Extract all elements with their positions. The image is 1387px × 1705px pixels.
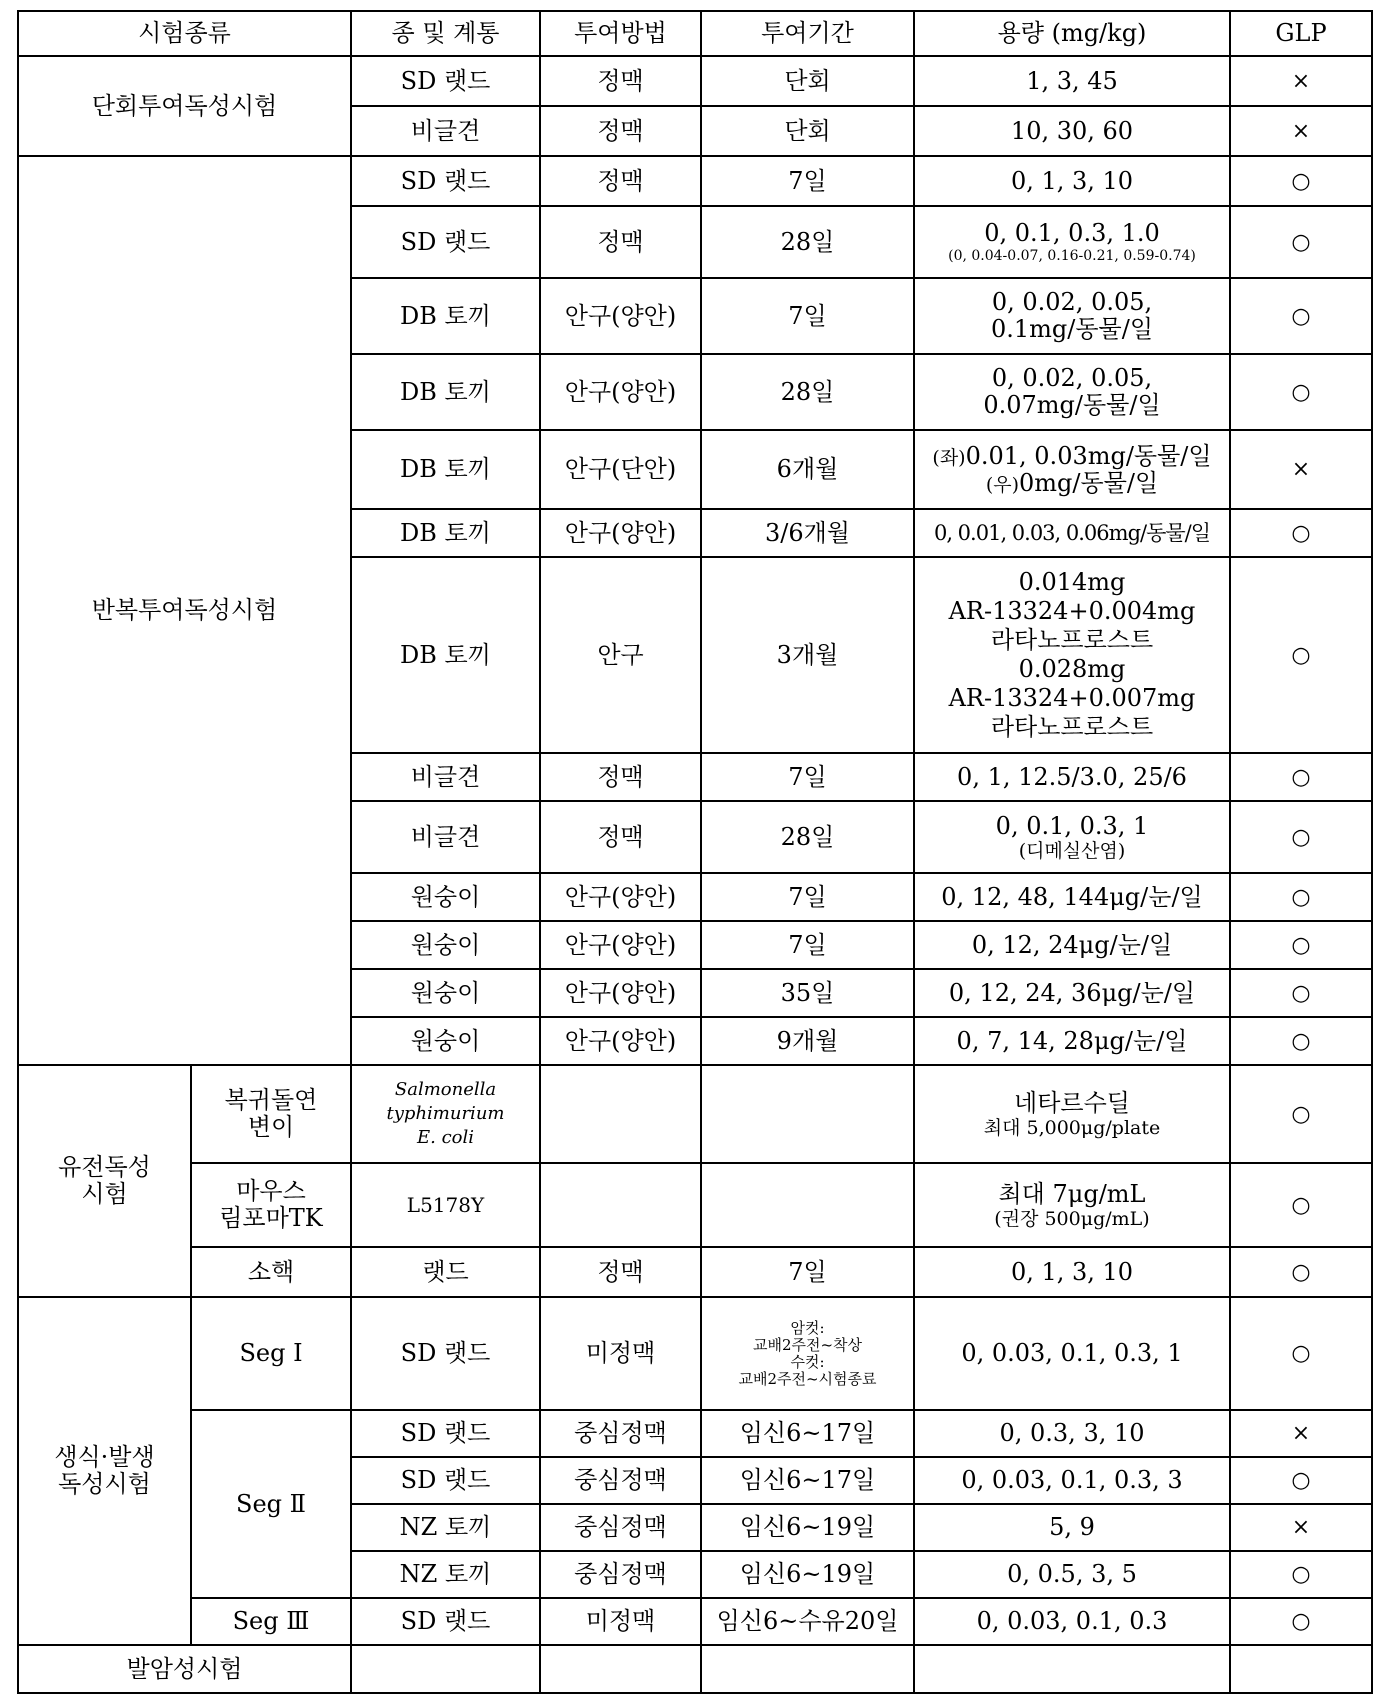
dose-note: (권장 500μg/mL) xyxy=(994,1207,1150,1230)
glp-mark: × xyxy=(1230,106,1372,156)
repro-tox-label: 생식·발생 독성시험 xyxy=(18,1297,191,1645)
dose-cell: 0, 0.3, 3, 10 xyxy=(914,1410,1230,1457)
period-cell: 3개월 xyxy=(701,557,914,753)
glp-mark: ○ xyxy=(1230,278,1372,354)
header-test-type: 시험종류 xyxy=(18,11,351,56)
period-cell: 35일 xyxy=(701,969,914,1017)
left-eye-tag: (좌) xyxy=(932,446,966,469)
dose-cell: 0, 0.03, 0.1, 0.3, 3 xyxy=(914,1457,1230,1504)
header-period: 투여기간 xyxy=(701,11,914,56)
species-cell: 랫드 xyxy=(351,1247,540,1297)
route-cell: 정맥 xyxy=(540,801,701,873)
route-cell xyxy=(540,1065,701,1163)
dose-note: 최대 5,000μg/plate xyxy=(983,1116,1161,1139)
route-cell: 안구(양안) xyxy=(540,278,701,354)
dose-note: (0, 0.04-0.07, 0.16-0.21, 0.59-0.74) xyxy=(948,247,1196,264)
table-row xyxy=(18,56,1372,106)
glp-mark: ○ xyxy=(1230,1551,1372,1598)
dose-cell: 0, 7, 14, 28μg/눈/일 xyxy=(914,1017,1230,1065)
period-cell: 9개월 xyxy=(701,1017,914,1065)
table-row xyxy=(18,1297,1372,1410)
period-cell: 7일 xyxy=(701,873,914,921)
right-eye-tag: (우) xyxy=(985,473,1020,496)
header-route: 투여방법 xyxy=(540,11,701,56)
glp-mark: × xyxy=(1230,1410,1372,1457)
dose-cell: 0, 1, 12.5/3.0, 25/6 xyxy=(914,753,1230,801)
dose-cell xyxy=(914,1645,1230,1693)
period-cell xyxy=(701,1163,914,1247)
dose-cell: 10, 30, 60 xyxy=(914,106,1230,156)
dose-value: 최대 7μg/mL xyxy=(998,1179,1146,1208)
dose-cell: 5, 9 xyxy=(914,1504,1230,1551)
single-dose-label: 단회투여독성시험 xyxy=(18,56,351,156)
sub-type-cell: 마우스 림포마TK xyxy=(191,1163,351,1247)
species-cell xyxy=(351,1645,540,1693)
dose-cell: 0, 12, 24, 36μg/눈/일 xyxy=(914,969,1230,1017)
dose-cell xyxy=(914,206,1230,278)
period-cell xyxy=(701,1065,914,1163)
glp-mark: × xyxy=(1230,430,1372,509)
glp-mark: ○ xyxy=(1230,753,1372,801)
toxicity-study-table xyxy=(17,10,1373,1694)
species-cell: L5178Y xyxy=(351,1163,540,1247)
glp-mark: ○ xyxy=(1230,921,1372,969)
dose-note: (디메실산염) xyxy=(1018,839,1126,862)
repeat-dose-label: 반복투여독성시험 xyxy=(18,156,351,1065)
period-cell: 6개월 xyxy=(701,430,914,509)
dose-cell: 0, 12, 24μg/눈/일 xyxy=(914,921,1230,969)
period-cell: 임신6~17일 xyxy=(701,1410,914,1457)
period-cell: 3/6개월 xyxy=(701,509,914,557)
route-cell: 중심정맥 xyxy=(540,1410,701,1457)
right-eye-dose: 0mg/동물/일 xyxy=(1019,468,1159,497)
dose-cell: 1, 3, 45 xyxy=(914,56,1230,106)
route-cell: 안구(양안) xyxy=(540,509,701,557)
header-species: 종 및 계통 xyxy=(351,11,540,56)
route-cell: 미정맥 xyxy=(540,1297,701,1410)
period-cell: 단회 xyxy=(701,56,914,106)
dose-cell: 0, 0.03, 0.1, 0.3 xyxy=(914,1598,1230,1645)
glp-mark xyxy=(1230,1645,1372,1693)
route-cell: 정맥 xyxy=(540,156,701,206)
species-cell: DB 토끼 xyxy=(351,278,540,354)
dose-cell xyxy=(914,1163,1230,1247)
species-cell: NZ 토끼 xyxy=(351,1551,540,1598)
dose-cell: 0, 0.01, 0.03, 0.06mg/동물/일 xyxy=(914,509,1230,557)
period-cell: 암컷: 교배2주전~착상 수컷: 교배2주전~시험종료 xyxy=(701,1297,914,1410)
species-cell: 원숭이 xyxy=(351,873,540,921)
route-cell: 안구 xyxy=(540,557,701,753)
dose-right xyxy=(919,470,1225,497)
dose-cell: 0, 0.03, 0.1, 0.3, 1 xyxy=(914,1297,1230,1410)
table-row xyxy=(18,1598,1372,1645)
route-cell xyxy=(540,1163,701,1247)
species-cell: SD 랫드 xyxy=(351,156,540,206)
route-cell: 중심정맥 xyxy=(540,1551,701,1598)
sub-type-cell: Seg Ⅰ xyxy=(191,1297,351,1410)
table-row xyxy=(18,156,1372,206)
period-cell: 28일 xyxy=(701,801,914,873)
route-cell xyxy=(540,1645,701,1693)
glp-mark: ○ xyxy=(1230,206,1372,278)
species-cell: 비글견 xyxy=(351,106,540,156)
period-cell: 임신6~19일 xyxy=(701,1551,914,1598)
species-cell: DB 토끼 xyxy=(351,430,540,509)
glp-mark: ○ xyxy=(1230,1163,1372,1247)
species-cell: DB 토끼 xyxy=(351,509,540,557)
dose-cell: 0, 0.5, 3, 5 xyxy=(914,1551,1230,1598)
route-cell: 안구(양안) xyxy=(540,1017,701,1065)
dose-cell xyxy=(914,1065,1230,1163)
dose-value: 0, 0.1, 0.3, 1 xyxy=(995,811,1149,840)
species-cell: DB 토끼 xyxy=(351,557,540,753)
route-cell: 미정맥 xyxy=(540,1598,701,1645)
route-cell: 정맥 xyxy=(540,106,701,156)
route-cell: 정맥 xyxy=(540,56,701,106)
period-cell: 28일 xyxy=(701,206,914,278)
route-cell: 안구(양안) xyxy=(540,873,701,921)
species-cell: 원숭이 xyxy=(351,1017,540,1065)
genetic-tox-label: 유전독성 시험 xyxy=(18,1065,191,1297)
species-cell: 원숭이 xyxy=(351,921,540,969)
dose-cell: 0, 0.02, 0.05, 0.07mg/동물/일 xyxy=(914,354,1230,430)
period-cell: 7일 xyxy=(701,156,914,206)
table-row xyxy=(18,1247,1372,1297)
dose-cell: 0, 1, 3, 10 xyxy=(914,156,1230,206)
species-cell: 비글견 xyxy=(351,801,540,873)
period-cell xyxy=(701,1645,914,1693)
glp-mark: ○ xyxy=(1230,1297,1372,1410)
glp-mark: ○ xyxy=(1230,1065,1372,1163)
species-cell: SD 랫드 xyxy=(351,56,540,106)
species-cell: Salmonella typhimurium E. coli xyxy=(351,1065,540,1163)
header-dose: 용량 (mg/kg) xyxy=(914,11,1230,56)
species-cell: 원숭이 xyxy=(351,969,540,1017)
route-cell: 안구(양안) xyxy=(540,921,701,969)
carcinogenicity-label: 발암성시험 xyxy=(18,1645,351,1693)
dose-left xyxy=(919,443,1225,470)
species-cell: 비글견 xyxy=(351,753,540,801)
glp-mark: ○ xyxy=(1230,1247,1372,1297)
glp-mark: ○ xyxy=(1230,969,1372,1017)
glp-mark: ○ xyxy=(1230,1598,1372,1645)
glp-mark: ○ xyxy=(1230,156,1372,206)
route-cell: 정맥 xyxy=(540,206,701,278)
dose-cell: 0, 12, 48, 144μg/눈/일 xyxy=(914,873,1230,921)
period-cell: 7일 xyxy=(701,1247,914,1297)
table-row xyxy=(18,1645,1372,1693)
species-cell: SD 랫드 xyxy=(351,1598,540,1645)
glp-mark: ○ xyxy=(1230,509,1372,557)
dose-value: 0, 0.1, 0.3, 1.0 xyxy=(984,218,1160,247)
glp-mark: × xyxy=(1230,56,1372,106)
sub-type-cell: 소핵 xyxy=(191,1247,351,1297)
period-cell: 7일 xyxy=(701,753,914,801)
dose-cell: 0, 1, 3, 10 xyxy=(914,1247,1230,1297)
sub-type-cell: Seg Ⅲ xyxy=(191,1598,351,1645)
table-row xyxy=(18,1163,1372,1247)
period-cell: 28일 xyxy=(701,354,914,430)
header-glp: GLP xyxy=(1230,11,1372,56)
species-cell: DB 토끼 xyxy=(351,354,540,430)
period-cell: 임신6~수유20일 xyxy=(701,1598,914,1645)
glp-mark: ○ xyxy=(1230,873,1372,921)
sub-type-cell: 복귀돌연 변이 xyxy=(191,1065,351,1163)
table-row xyxy=(18,1410,1372,1457)
glp-mark: ○ xyxy=(1230,801,1372,873)
species-cell: SD 랫드 xyxy=(351,1457,540,1504)
route-cell: 정맥 xyxy=(540,753,701,801)
route-cell: 안구(양안) xyxy=(540,354,701,430)
period-cell: 임신6~17일 xyxy=(701,1457,914,1504)
glp-mark: × xyxy=(1230,1504,1372,1551)
species-cell: NZ 토끼 xyxy=(351,1504,540,1551)
species-cell: SD 랫드 xyxy=(351,1410,540,1457)
header-row xyxy=(18,11,1372,56)
route-cell: 중심정맥 xyxy=(540,1457,701,1504)
species-cell: SD 랫드 xyxy=(351,1297,540,1410)
glp-mark: ○ xyxy=(1230,557,1372,753)
route-cell: 정맥 xyxy=(540,1247,701,1297)
left-eye-dose: 0.01, 0.03mg/동물/일 xyxy=(965,441,1212,470)
period-cell: 7일 xyxy=(701,921,914,969)
route-cell: 안구(단안) xyxy=(540,430,701,509)
dose-cell xyxy=(914,801,1230,873)
route-cell: 안구(양안) xyxy=(540,969,701,1017)
dose-value: 네타르수딜 xyxy=(1014,1088,1130,1117)
glp-mark: ○ xyxy=(1230,354,1372,430)
dose-cell: 0, 0.02, 0.05, 0.1mg/동물/일 xyxy=(914,278,1230,354)
glp-mark: ○ xyxy=(1230,1017,1372,1065)
period-cell: 단회 xyxy=(701,106,914,156)
dose-cell xyxy=(914,430,1230,509)
glp-mark: ○ xyxy=(1230,1457,1372,1504)
route-cell: 중심정맥 xyxy=(540,1504,701,1551)
species-cell: SD 랫드 xyxy=(351,206,540,278)
sub-type-cell: Seg Ⅱ xyxy=(191,1410,351,1598)
dose-cell: 0.014mg AR-13324+0.004mg 라타노프로스트 0.028mg AR-13324+0.007mg 라타노프로스트 xyxy=(914,557,1230,753)
period-cell: 7일 xyxy=(701,278,914,354)
table-row xyxy=(18,1065,1372,1163)
period-cell: 임신6~19일 xyxy=(701,1504,914,1551)
